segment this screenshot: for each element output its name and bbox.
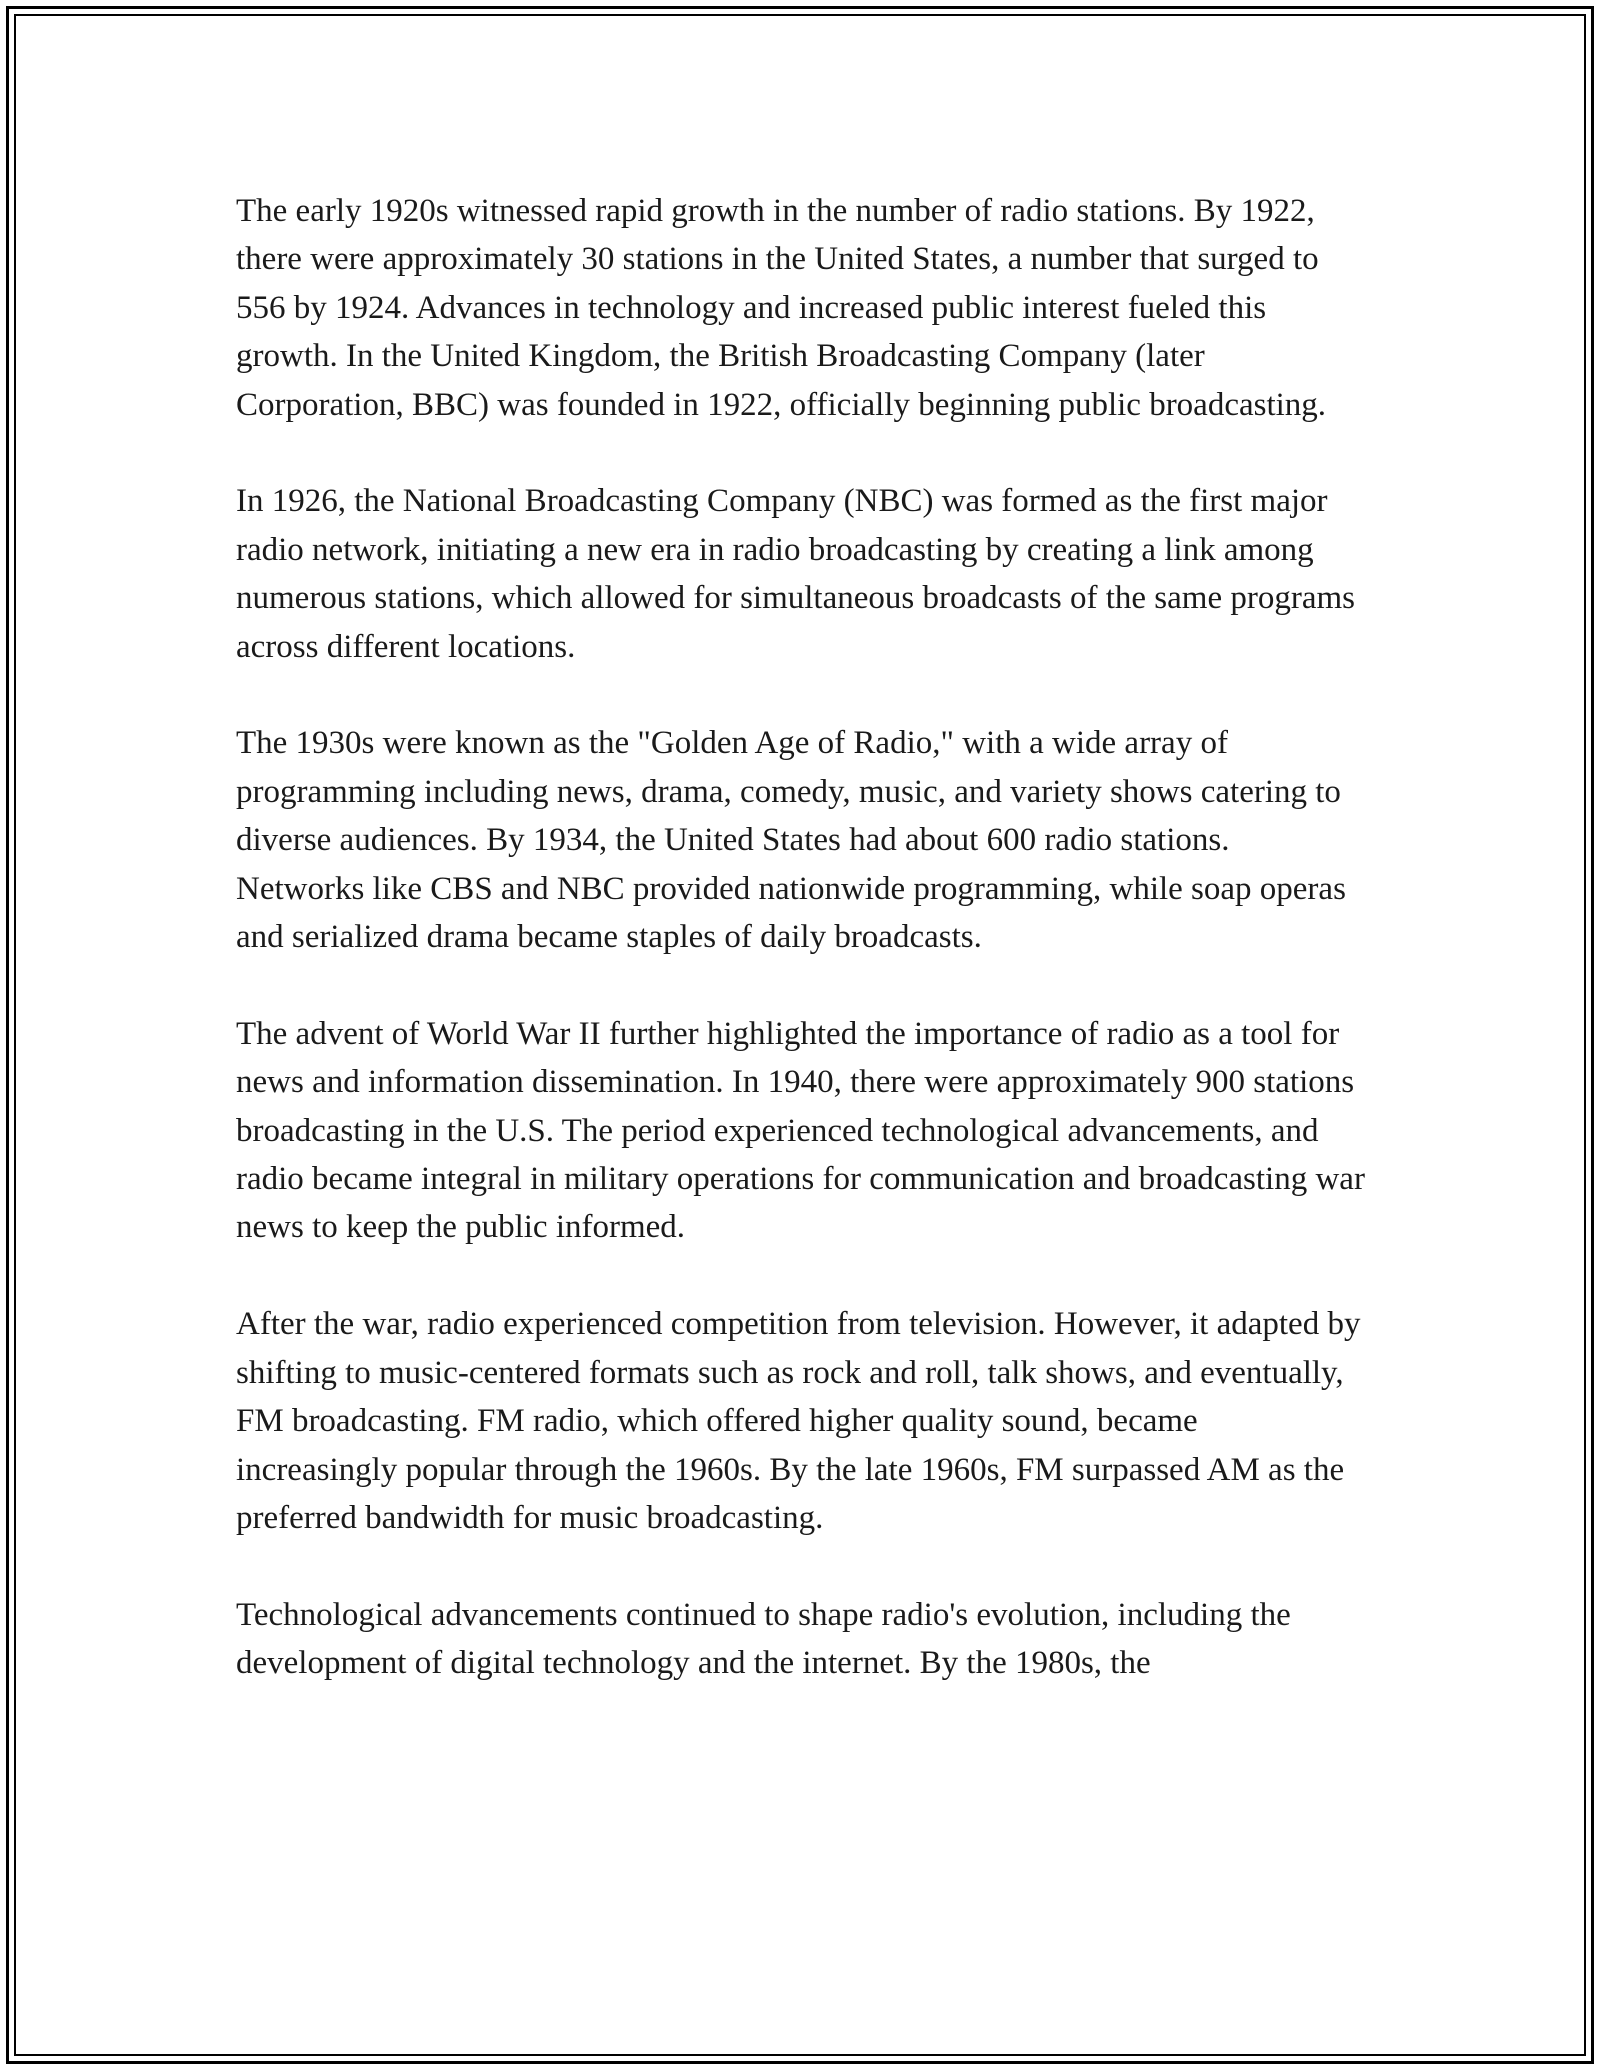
paragraph-3: The 1930s were known as the "Golden Age of Radio," with a wide array of programming including news, drama, comedy, music, and variety shows catering to diverse audiences. By 1934, the United States had about 600 radio stations. Networks like CBS and NBC provided nationwide programming, while soap operas and serialized drama became staples of daily broadcasts. xyxy=(236,725,1346,956)
document-body xyxy=(236,187,1366,1736)
paragraph-5: After the war, radio experienced competition from television. However, it adapted by shifting to music-centered formats such as rock and roll, talk shows, and eventually, FM broadcasting. FM radio, which offered higher quality sound, became increasingly popular through the 1960s. By the late 1960s, FM surpassed AM as the preferred bandwidth for music broadcasting. xyxy=(236,1306,1361,1536)
paragraph-6: Technological advancements continued to shape radio's evolution, including the development of digital technology and the internet. By the 1980s, the xyxy=(236,1596,1291,1682)
paragraph-2: In 1926, the National Broadcasting Company (NBC) was formed as the first major radio network, initiating a new era in radio broadcasting by creating a link among numerous stations, which allowed for simultaneous broadcasts of the same programs across different locations. xyxy=(236,483,1356,665)
paragraph-4: The advent of World War II further highlighted the importance of radio as a tool for news and information dissemination. In 1940, there were approximately 900 stations broadcasting in the U.S. The period experienced technological advancements, and radio became integral in military operations for communication and broadcasting war news to keep the public informed. xyxy=(236,1015,1365,1246)
paragraph-1: The early 1920s witnessed rapid growth in the number of radio stations. By 1922, there were approximately 30 stations in the United States, a number that surged to 556 by 1924. Advances in technology and increased public interest fueled this growth. In the United Kingdom, the British Broadcasting Company (later Corporation, BBC) was founded in 1922, officially beginning public broadcasting. xyxy=(236,193,1327,423)
